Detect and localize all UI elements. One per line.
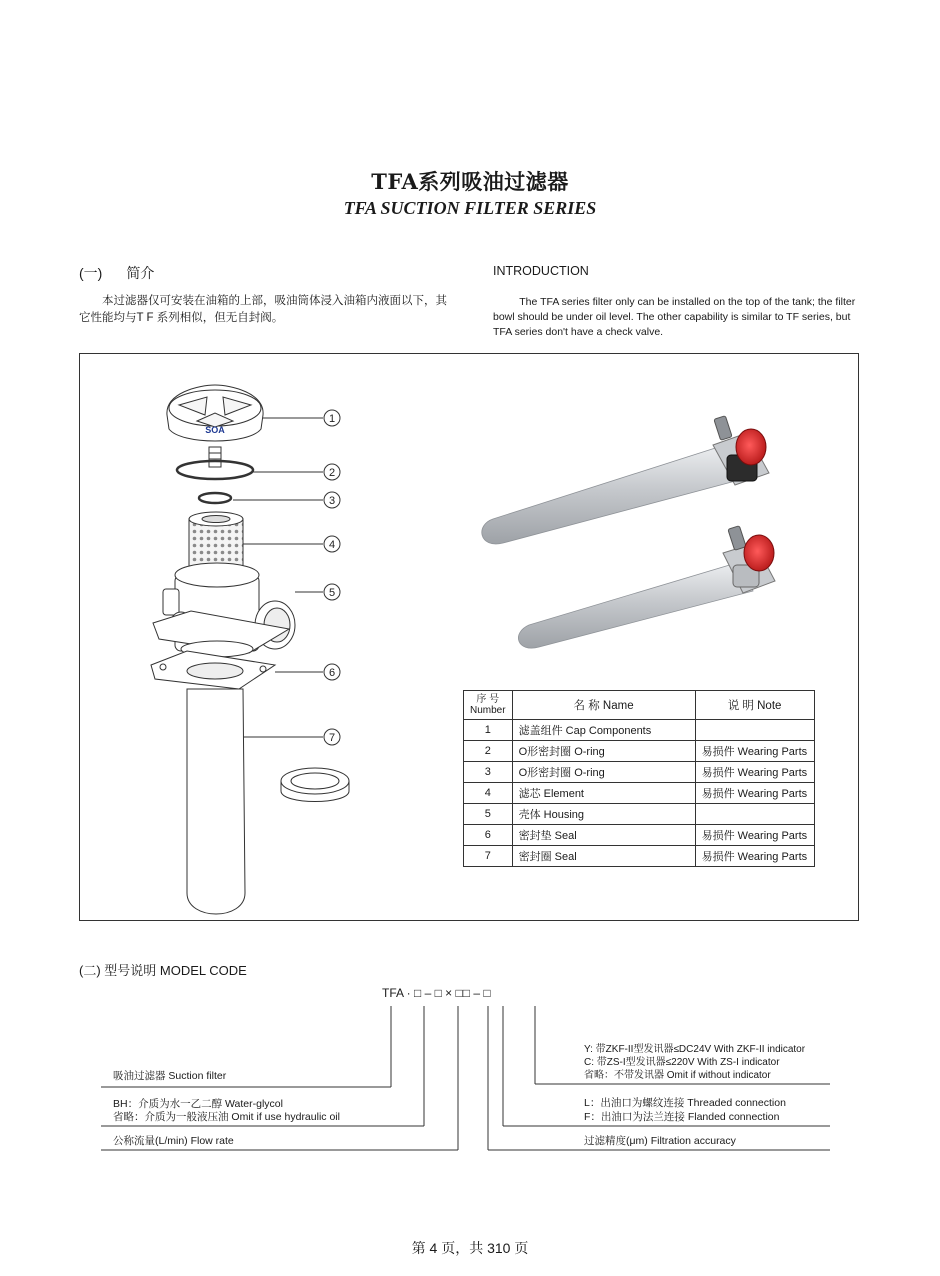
table-row: 3 O形密封圈 O-ring 易损件 Wearing Parts: [464, 762, 815, 783]
section-number: (一): [79, 265, 103, 281]
header-name: 名 称 Name: [512, 691, 695, 720]
label-suction-filter: 吸油过滤器 Suction filter: [113, 1070, 227, 1082]
table-row: 7 密封圈 Seal 易损件 Wearing Parts: [464, 846, 815, 867]
intro-body-cn: 本过滤器仅可安装在油箱的上部，吸油筒体浸入油箱内液面以下，其它性能均与T F 系列相似，但无自封阀。: [79, 295, 447, 324]
model-code-title: (二) 型号说明 MODEL CODE: [79, 963, 247, 978]
callout-2: 2: [328, 467, 336, 479]
intro-heading-en: INTRODUCTION: [493, 264, 589, 278]
intro-body-en: The TFA series filter only can be installed on the top of the tank; the filter bowl should be under oil level. The other capability is similar to TF series, but TFA series don't have a check valve.: [493, 296, 856, 338]
model-code-string: TFA · □ – □ × □□ – □: [382, 986, 491, 1000]
label-outlet-threaded: L：出油口为螺纹连接 Threaded connection: [584, 1097, 786, 1109]
brand-logo: SOA: [205, 425, 225, 435]
label-indicator-omit: 省略：不带发讯器 Omit if without indicator: [584, 1070, 771, 1081]
label-medium-bh: BH：介质为水一乙二醇 Water-glycol: [113, 1098, 283, 1110]
label-indicator-y: Y: 带ZKF-II型发讯器≤DC24V With ZKF-II indicator: [584, 1044, 806, 1055]
page-title-en: TFA SUCTION FILTER SERIES: [343, 198, 597, 218]
table-row: 4 滤芯 Element 易损件 Wearing Parts: [464, 783, 815, 804]
section-heading: 简介: [126, 265, 155, 281]
label-flow-rate: 公称流量(L/min) Flow rate: [113, 1135, 234, 1147]
callout-3: 3: [328, 495, 336, 507]
callout-5: 5: [328, 587, 336, 599]
label-medium-omit: 省略：介质为一般液压油 Omit if use hydraulic oil: [113, 1111, 340, 1123]
callout-1: 1: [328, 413, 336, 425]
label-indicator-c: C: 带ZS-I型发讯器≤220V With ZS-I indicator: [584, 1057, 780, 1068]
table-row: 2 O形密封圈 O-ring 易损件 Wearing Parts: [464, 741, 815, 762]
table-row: 5 壳体 Housing: [464, 804, 815, 825]
page-footer: 第 4 页，共 310 页: [411, 1240, 529, 1256]
header-note: 说 明 Note: [695, 691, 814, 720]
page-title-cn: TFA系列吸油过滤器: [371, 169, 569, 194]
callout-7: 7: [328, 732, 336, 744]
callout-6: 6: [328, 667, 336, 679]
callout-4: 4: [328, 539, 336, 551]
table-row: 1 滤盖组件 Cap Components: [464, 720, 815, 741]
label-filtration-accuracy: 过滤精度(μm) Filtration accuracy: [584, 1135, 736, 1147]
table-row: 6 密封垫 Seal 易损件 Wearing Parts: [464, 825, 815, 846]
label-outlet-flanged: F：出油口为法兰连接 Flanded connection: [584, 1111, 780, 1123]
header-number: 序 号 Number: [464, 691, 513, 720]
